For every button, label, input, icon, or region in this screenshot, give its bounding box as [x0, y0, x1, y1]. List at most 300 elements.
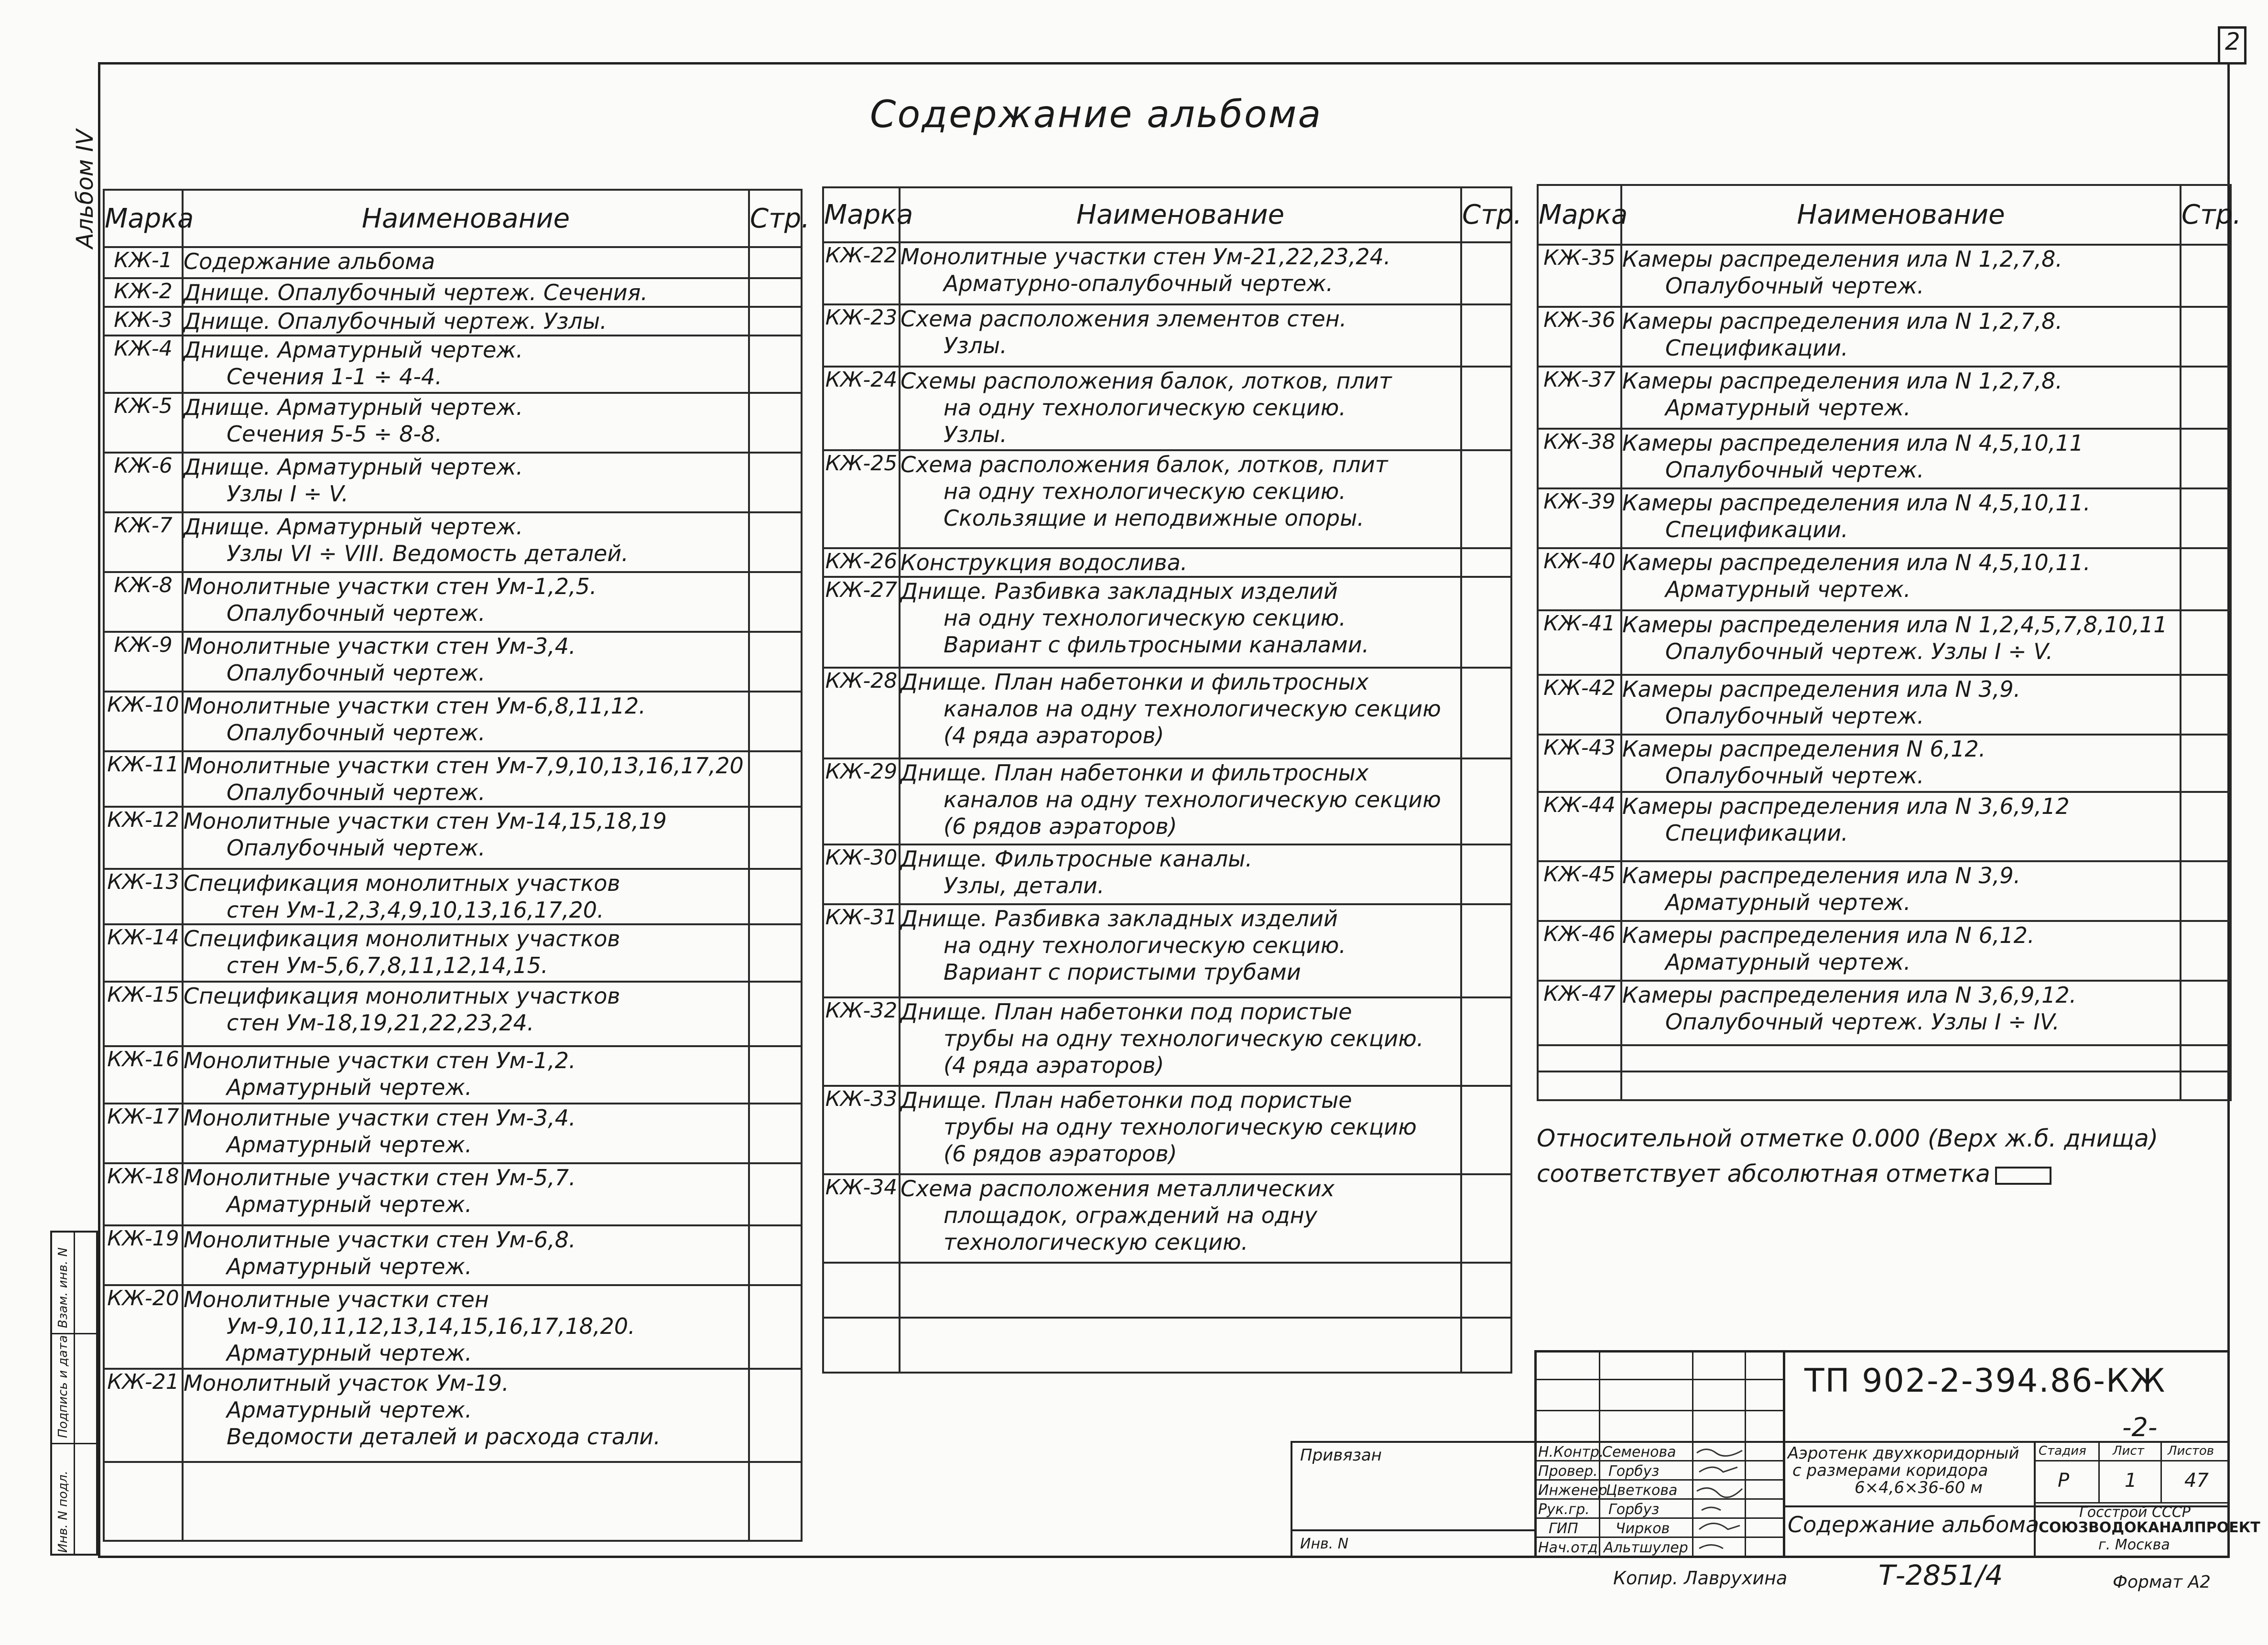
- row-mark: КЖ-39: [1538, 488, 1621, 548]
- row-name-line: Камеры распределения ила N 3,6,9,12: [1622, 793, 2070, 819]
- row-name: [183, 1462, 749, 1541]
- row-name-line: Камеры распределения ила N 4,5,10,11: [1622, 430, 2084, 456]
- row-name-line: Спецификации.: [1665, 820, 1848, 846]
- row-page: [749, 1225, 802, 1285]
- row-name-line: Камеры распределения ила N 1,2,7,8.: [1622, 246, 2063, 272]
- row-name: [900, 904, 1461, 997]
- row-name-line: Опалубочный чертеж.: [227, 660, 486, 686]
- row-name-line: Арматурный чертеж.: [227, 1074, 472, 1100]
- row-name-line: Опалубочный чертеж.: [1665, 763, 1924, 789]
- row-name-line: площадок, ограждений на одну: [944, 1202, 1317, 1228]
- row-mark: КЖ-23: [823, 304, 900, 367]
- row-name-line: Монолитные участки стен Ум-14,15,18,19: [184, 808, 667, 834]
- stamp-role-5: Нач.отд.: [1538, 1539, 1603, 1556]
- row-mark: КЖ-40: [1538, 548, 1621, 610]
- stamp-sheet-mark: -2-: [2122, 1412, 2158, 1442]
- stamp-sheet-title: Содержание альбома: [1788, 1512, 2040, 1537]
- row-name: [183, 692, 749, 751]
- row-page: [2181, 1045, 2231, 1071]
- row-name: [183, 1046, 749, 1104]
- row-name: [183, 335, 749, 393]
- row-name-line: Опалубочный чертеж.: [227, 720, 486, 746]
- row-name-line: на одну технологическую секцию.: [944, 605, 1346, 631]
- row-name-line: Опалубочный чертеж.: [227, 600, 486, 626]
- row-mark: КЖ-36: [1538, 307, 1621, 367]
- row-page: [1461, 548, 1511, 577]
- header-mark: Марка: [104, 190, 183, 247]
- row-page: [2181, 735, 2231, 792]
- row-mark: КЖ-13: [104, 869, 183, 924]
- row-name-line: Днище. Опалубочный чертеж. Сечения.: [184, 280, 648, 305]
- elevation-note-line1: Относительной отметке 0.000 (Верх ж.б. днища): [1537, 1125, 2159, 1152]
- row-name-line: Узлы.: [944, 422, 1007, 447]
- table-row: [1538, 675, 2231, 735]
- header-mark: Марка: [823, 187, 900, 242]
- table-row: [104, 335, 802, 393]
- stamp-bound-label: Привязан: [1300, 1446, 1382, 1465]
- row-name-line: Арматурный чертеж.: [227, 1191, 472, 1217]
- row-page: [749, 869, 802, 924]
- row-name-line: Камеры распределения ила N 6,12.: [1622, 922, 2035, 948]
- toc-body-3: [1538, 245, 2231, 1100]
- row-mark: КЖ-3: [104, 307, 183, 335]
- table-row: [104, 982, 802, 1046]
- row-name: [183, 1104, 749, 1163]
- row-name-line: Спецификация монолитных участков: [184, 983, 620, 1009]
- row-name-line: Монолитные участки стен Ум-21,22,23,24.: [901, 244, 1391, 270]
- row-mark: КЖ-44: [1538, 792, 1621, 861]
- row-name: [1621, 429, 2181, 488]
- row-name-line: на одну технологическую секцию.: [944, 395, 1346, 421]
- row-name-line: (6 рядов аэраторов): [944, 1141, 1177, 1167]
- row-name: [1621, 675, 2181, 735]
- row-name-line: Днище. План набетонки и фильтросных: [901, 669, 1369, 695]
- row-name: [900, 844, 1461, 904]
- row-name-line: Арматурный чертеж.: [227, 1340, 472, 1366]
- row-name-line: Днище. Разбивка закладных изделий: [901, 906, 1338, 931]
- row-name-line: Спецификация монолитных участков: [184, 926, 620, 952]
- row-page: [1461, 242, 1511, 304]
- row-name: [1621, 488, 2181, 548]
- row-mark: КЖ-16: [104, 1046, 183, 1104]
- row-page: [749, 1104, 802, 1163]
- row-page: [749, 1462, 802, 1541]
- row-name: [900, 997, 1461, 1086]
- table-row: [1538, 610, 2231, 675]
- row-name-line: Арматурный чертеж.: [227, 1397, 472, 1423]
- row-name-line: Камеры распределения ила N 3,9.: [1622, 863, 2021, 888]
- row-name: [900, 1086, 1461, 1174]
- stamp-project-title-0: Аэротенк двухкоридорный: [1788, 1444, 2019, 1463]
- table-row: [1538, 307, 2231, 367]
- row-mark: КЖ-19: [104, 1225, 183, 1285]
- header-page: Стр.: [1461, 187, 1511, 242]
- row-page: [1461, 1174, 1511, 1263]
- row-name: [1621, 861, 2181, 921]
- row-name-line: (6 рядов аэраторов): [944, 813, 1177, 839]
- row-name-line: Арматурный чертеж.: [1665, 395, 1911, 421]
- row-name-line: Вариант с пористыми трубами: [944, 959, 1301, 985]
- row-name-line: Опалубочный чертеж. Узлы I ÷ IV.: [1665, 1009, 2060, 1035]
- table-row: [1538, 981, 2231, 1045]
- row-page: [2181, 610, 2231, 675]
- row-name-line: Монолитные участки стен: [184, 1287, 489, 1312]
- row-name-line: Монолитные участки стен Ум-1,2.: [184, 1048, 576, 1073]
- stamp-sheets: 47: [2184, 1470, 2209, 1492]
- row-page: [749, 692, 802, 751]
- table-row: [823, 367, 1511, 450]
- row-name: [183, 393, 749, 453]
- header-page: Стр.: [2181, 185, 2231, 245]
- album-label: Альбом IV: [72, 129, 98, 249]
- toc-body-1: [104, 247, 802, 1541]
- row-name-line: Днище. Разбивка закладных изделий: [901, 578, 1338, 604]
- table-row: [1538, 735, 2231, 792]
- stamp-role-0: Н.Контр.: [1538, 1444, 1604, 1461]
- table-row: [1538, 245, 2231, 307]
- row-page: [2181, 429, 2231, 488]
- row-name-line: трубы на одну технологическую секцию: [944, 1114, 1417, 1140]
- row-name-line: Арматурный чертеж.: [1665, 889, 1911, 915]
- row-name-line: Сечения 1-1 ÷ 4-4.: [227, 364, 442, 390]
- table-row: [1538, 429, 2231, 488]
- row-page: [749, 247, 802, 278]
- row-mark: [823, 1263, 900, 1318]
- row-name-line: Опалубочный чертеж.: [1665, 703, 1924, 729]
- row-name-line: (4 ряда аэраторов): [944, 1052, 1164, 1078]
- row-name: [1621, 1045, 2181, 1071]
- row-name-line: (4 ряда аэраторов): [944, 723, 1164, 748]
- row-page: [749, 924, 802, 982]
- row-page: [749, 1369, 802, 1462]
- table-row: [823, 1086, 1511, 1174]
- page-number: 2: [2225, 28, 2240, 55]
- paper-format: Формат А2: [2113, 1572, 2211, 1592]
- stamp-org-2: г. Москва: [2098, 1537, 2170, 1553]
- row-page: [2181, 367, 2231, 429]
- row-name-line: Днище. План набетонки и фильтросных: [901, 760, 1369, 786]
- row-name-line: Днище. Арматурный чертеж.: [184, 394, 523, 420]
- row-name-line: Сечения 5-5 ÷ 8-8.: [227, 421, 442, 447]
- elevation-note-line2: соответствует абсолютная отметка: [1537, 1160, 1990, 1188]
- row-page: [749, 1163, 802, 1225]
- stamp-name-4: Чирков: [1616, 1520, 1670, 1537]
- row-mark: КЖ-4: [104, 335, 183, 393]
- table-row: [823, 242, 1511, 304]
- table-row: [1538, 921, 2231, 981]
- row-page: [1461, 668, 1511, 758]
- row-name: [183, 572, 749, 632]
- row-name-line: Днище. План набетонки под пористые: [901, 999, 1352, 1025]
- row-name: [1621, 735, 2181, 792]
- row-name-line: Скользящие и неподвижные опоры.: [944, 505, 1365, 531]
- row-mark: КЖ-10: [104, 692, 183, 751]
- row-name: [1621, 1071, 2181, 1100]
- table-row: [104, 1104, 802, 1163]
- row-name: [183, 807, 749, 869]
- table-row: [1538, 861, 2231, 921]
- row-name: [1621, 548, 2181, 610]
- row-mark: КЖ-18: [104, 1163, 183, 1225]
- row-page: [749, 982, 802, 1046]
- row-name-line: Камеры распределения ила N 1,2,7,8.: [1622, 308, 2063, 334]
- copied-by: Копир. Лаврухина: [1613, 1568, 1788, 1589]
- row-mark: КЖ-24: [823, 367, 900, 450]
- row-name-line: стен Ум-18,19,21,22,23,24.: [227, 1010, 534, 1036]
- row-page: [1461, 758, 1511, 844]
- row-mark: КЖ-26: [823, 548, 900, 577]
- stamp-name-0: Семенова: [1602, 1444, 1676, 1461]
- row-page: [2181, 792, 2231, 861]
- toc-body-2: [823, 242, 1511, 1373]
- row-page: [749, 1046, 802, 1104]
- side-stamp-signature-date: Подпись и дата: [56, 1335, 70, 1438]
- row-name: [900, 242, 1461, 304]
- row-page: [1461, 450, 1511, 548]
- row-name: [183, 1369, 749, 1462]
- row-name: [1621, 921, 2181, 981]
- row-page: [1461, 367, 1511, 450]
- row-mark: КЖ-42: [1538, 675, 1621, 735]
- row-name-line: на одну технологическую секцию.: [944, 478, 1346, 504]
- table-row: [823, 1174, 1511, 1263]
- table-row: [104, 1369, 802, 1462]
- stamp-name-3: Горбуз: [1608, 1501, 1660, 1518]
- stamp-org-1: СОЮЗВОДОКАНАЛПРОЕКТ: [2039, 1519, 2260, 1536]
- row-name-line: на одну технологическую секцию.: [944, 932, 1346, 958]
- row-name: [183, 632, 749, 692]
- stamp-project-title-1: с размерами коридора: [1792, 1461, 1988, 1480]
- table-row: [1538, 1045, 2231, 1071]
- table-row: [823, 304, 1511, 367]
- row-name-line: Узлы VI ÷ VIII. Ведомость деталей.: [227, 541, 629, 566]
- row-name: [183, 453, 749, 512]
- row-mark: КЖ-45: [1538, 861, 1621, 921]
- row-name-line: Арматурный чертеж.: [1665, 576, 1911, 602]
- row-name: [900, 758, 1461, 844]
- table-row: [104, 692, 802, 751]
- row-name-line: Узлы.: [944, 333, 1007, 358]
- row-name: [183, 1285, 749, 1369]
- row-name: [900, 548, 1461, 577]
- row-mark: КЖ-9: [104, 632, 183, 692]
- stamp-code: ТП 902-2-394.86-КЖ: [1804, 1362, 2166, 1400]
- table-row: [104, 807, 802, 869]
- header-page: Стр.: [749, 190, 802, 247]
- row-mark: КЖ-14: [104, 924, 183, 982]
- table-row: [104, 1046, 802, 1104]
- table-row: [1538, 1071, 2231, 1100]
- row-page: [2181, 675, 2231, 735]
- row-mark: КЖ-31: [823, 904, 900, 997]
- row-page: [749, 807, 802, 869]
- row-name-line: Спецификации.: [1665, 517, 1848, 542]
- table-row: [823, 577, 1511, 668]
- row-name-line: Камеры распределения ила N 1,2,7,8.: [1622, 368, 2063, 394]
- row-name: [183, 247, 749, 278]
- row-page: [749, 512, 802, 572]
- row-mark: КЖ-12: [104, 807, 183, 869]
- row-mark: КЖ-37: [1538, 367, 1621, 429]
- row-name-line: Днище. План набетонки под пористые: [901, 1087, 1352, 1113]
- row-name-line: Арматурный чертеж.: [227, 1254, 472, 1279]
- row-name-line: Камеры распределения ила N 1,2,4,5,7,8,10,11: [1622, 612, 2168, 638]
- row-page: [2181, 981, 2231, 1045]
- stamp-role-1: Провер.: [1538, 1463, 1598, 1480]
- table-row: [104, 869, 802, 924]
- row-mark: [823, 1318, 900, 1373]
- row-name-line: стен Ум-5,6,7,8,11,12,14,15.: [227, 952, 548, 978]
- side-stamp-replace-inv: Взам. инв. N: [56, 1247, 70, 1328]
- row-name-line: стен Ум-1,2,3,4,9,10,13,16,17,20.: [227, 897, 604, 923]
- table-row: [104, 1225, 802, 1285]
- row-name: [183, 982, 749, 1046]
- row-page: [2181, 488, 2231, 548]
- row-name-line: Схема расположения элементов стен.: [901, 306, 1347, 332]
- row-page: [2181, 245, 2231, 307]
- table-row: [823, 844, 1511, 904]
- row-page: [1461, 1263, 1511, 1318]
- row-name-line: Камеры распределения ила N 3,6,9,12.: [1622, 982, 2077, 1008]
- elevation-box: [1995, 1167, 2051, 1185]
- row-name: [900, 668, 1461, 758]
- table-row: [823, 904, 1511, 997]
- row-name-line: Опалубочный чертеж.: [1665, 457, 1924, 483]
- table-row: [823, 758, 1511, 844]
- row-name-line: Монолитный участок Ум-19.: [184, 1370, 509, 1396]
- table-row: [104, 751, 802, 807]
- row-mark: КЖ-25: [823, 450, 900, 548]
- row-name-line: Узлы I ÷ V.: [227, 481, 348, 507]
- row-name-line: Монолитные участки стен Ум-6,8,11,12.: [184, 693, 646, 719]
- row-mark: КЖ-20: [104, 1285, 183, 1369]
- row-mark: КЖ-30: [823, 844, 900, 904]
- stamp-stage: Р: [2058, 1470, 2070, 1492]
- row-page: [2181, 548, 2231, 610]
- archive-number: Т-2851/4: [1878, 1559, 2003, 1591]
- row-mark: КЖ-6: [104, 453, 183, 512]
- row-name-line: Камеры распределения ила N 4,5,10,11.: [1622, 550, 2091, 575]
- row-mark: КЖ-32: [823, 997, 900, 1086]
- stamp-role-2: Инженер: [1538, 1482, 1607, 1499]
- row-mark: КЖ-5: [104, 393, 183, 453]
- row-name: [1621, 981, 2181, 1045]
- row-name-line: Днище. Опалубочный чертеж. Узлы.: [184, 308, 607, 334]
- table-row: [104, 247, 802, 278]
- stamp-name-2: Цветкова: [1606, 1482, 1678, 1499]
- row-name: [900, 304, 1461, 367]
- row-mark: КЖ-2: [104, 278, 183, 307]
- row-name-line: Схема расположения балок, лотков, плит: [901, 452, 1388, 477]
- stamp-inv-label: Инв. N: [1300, 1536, 1349, 1552]
- stamp-sheet-header: Лист: [2113, 1444, 2144, 1458]
- row-name: [1621, 610, 2181, 675]
- row-name: [900, 367, 1461, 450]
- row-mark: КЖ-27: [823, 577, 900, 668]
- table-row: [104, 512, 802, 572]
- row-name: [1621, 792, 2181, 861]
- header-mark: Марка: [1538, 185, 1621, 245]
- row-name-line: Ум-9,10,11,12,13,14,15,16,17,18,20.: [227, 1313, 635, 1339]
- stamp-project-title-2: 6×4,6×36-60 м: [1855, 1478, 1983, 1497]
- row-mark: КЖ-47: [1538, 981, 1621, 1045]
- signatures-icon: [1694, 1441, 1745, 1558]
- toc-table-1: [103, 189, 810, 1542]
- row-name: [183, 869, 749, 924]
- row-name: [900, 1263, 1461, 1318]
- row-name-line: Ведомости деталей и расхода стали.: [227, 1424, 661, 1450]
- row-name-line: Днище. Арматурный чертеж.: [184, 514, 523, 540]
- row-page: [1461, 1086, 1511, 1174]
- title-block: [1291, 1350, 2260, 1558]
- row-name-line: Монолитные участки стен Ум-7,9,10,13,16,17,20: [184, 753, 744, 779]
- table-row: [823, 450, 1511, 548]
- row-mark: КЖ-29: [823, 758, 900, 844]
- row-name: [900, 577, 1461, 668]
- page-title: Содержание альбома: [870, 93, 1323, 136]
- row-name-line: Опалубочный чертеж.: [227, 835, 486, 861]
- row-mark: КЖ-15: [104, 982, 183, 1046]
- row-name-line: Узлы, детали.: [944, 873, 1105, 898]
- row-page: [749, 453, 802, 512]
- table-row: [104, 393, 802, 453]
- elevation-note: [1537, 1121, 2158, 1191]
- table-row: [1538, 367, 2231, 429]
- table-row: [1538, 488, 2231, 548]
- row-name: [183, 512, 749, 572]
- row-name-line: Конструкция водослива.: [901, 550, 1188, 575]
- row-name-line: Схема расположения металлических: [901, 1176, 1335, 1201]
- row-page: [2181, 1071, 2231, 1100]
- row-page: [749, 1285, 802, 1369]
- table-row: [1538, 792, 2231, 861]
- row-mark: КЖ-33: [823, 1086, 900, 1174]
- stamp-sheets-header: Листов: [2168, 1444, 2214, 1458]
- stamp-name-1: Горбуз: [1608, 1463, 1660, 1480]
- stamp-stage-header: Стадия: [2039, 1444, 2086, 1458]
- row-name-line: Камеры распределения ила N 3,9.: [1622, 676, 2021, 702]
- row-name-line: Днище. Арматурный чертеж.: [184, 454, 523, 480]
- row-page: [749, 751, 802, 807]
- row-name-line: каналов на одну технологическую секцию: [944, 787, 1441, 812]
- row-name-line: Монолитные участки стен Ум-5,7.: [184, 1165, 576, 1190]
- row-page: [749, 572, 802, 632]
- table-row: [823, 668, 1511, 758]
- row-mark: КЖ-38: [1538, 429, 1621, 488]
- stamp-sheet: 1: [2125, 1470, 2137, 1492]
- row-name-line: Камеры распределения N 6,12.: [1622, 736, 1986, 762]
- row-mark: КЖ-41: [1538, 610, 1621, 675]
- row-page: [749, 278, 802, 307]
- stamp-role-3: Рук.гр.: [1538, 1501, 1590, 1518]
- row-page: [749, 335, 802, 393]
- row-name: [1621, 245, 2181, 307]
- row-name: [900, 1174, 1461, 1263]
- row-name-line: Арматурный чертеж.: [227, 1132, 472, 1158]
- row-page: [2181, 861, 2231, 921]
- row-mark: КЖ-7: [104, 512, 183, 572]
- row-page: [1461, 577, 1511, 668]
- row-name-line: Опалубочный чертеж.: [227, 779, 486, 805]
- table-row: [104, 1163, 802, 1225]
- side-stamp-inv-orig: Инв. N подл.: [56, 1471, 70, 1553]
- table-row: [104, 307, 802, 335]
- row-mark: КЖ-35: [1538, 245, 1621, 307]
- table-row: [104, 572, 802, 632]
- row-name-line: Арматурно-опалубочный чертеж.: [944, 271, 1334, 296]
- row-name-line: Монолитные участки стен Ум-1,2,5.: [184, 574, 597, 599]
- header-name: Наименование: [1621, 185, 2181, 245]
